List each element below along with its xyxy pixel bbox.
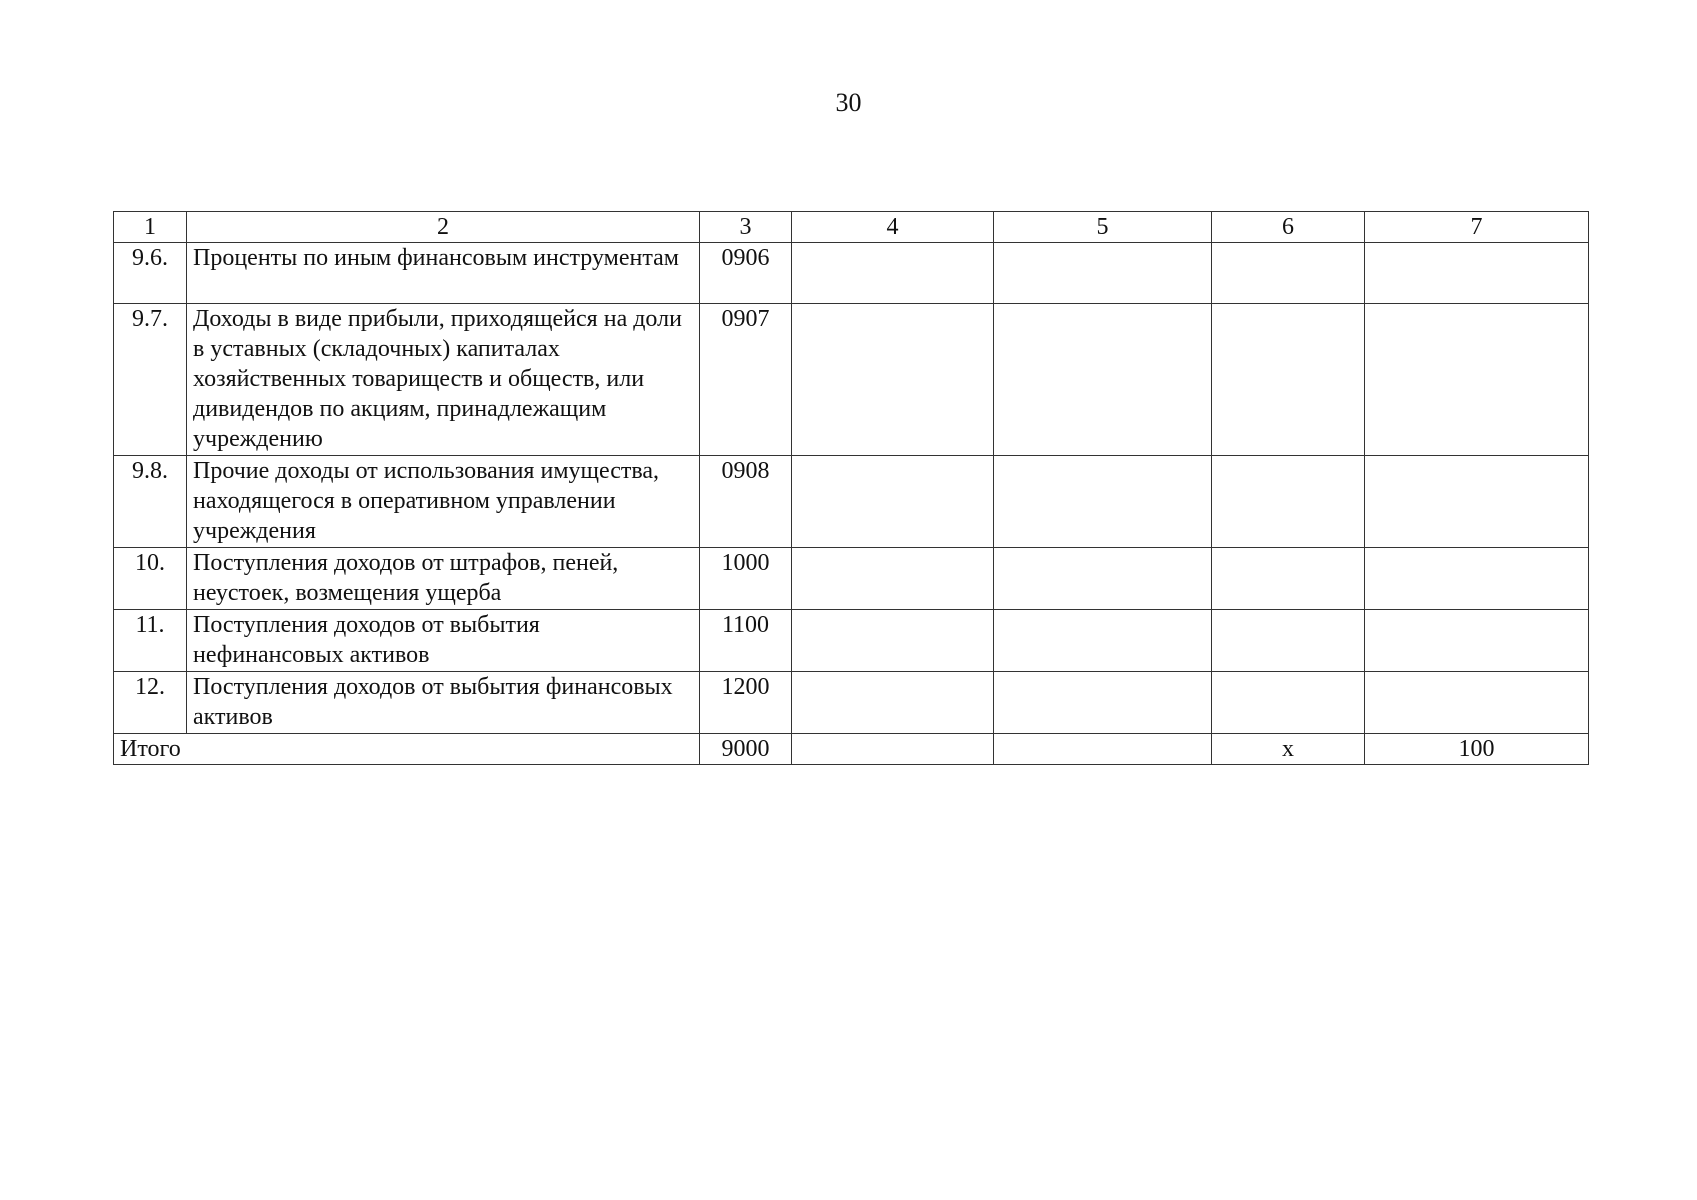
column-number: 6 xyxy=(1212,212,1365,243)
table-row xyxy=(114,610,1589,672)
row-value-5 xyxy=(994,304,1212,456)
row-value-4 xyxy=(792,548,994,610)
total-value-7: 100 xyxy=(1365,734,1589,765)
row-value-5 xyxy=(994,243,1212,304)
column-number: 3 xyxy=(700,212,792,243)
row-name: Поступления доходов от штрафов, пеней, неустоек, возмещения ущерба xyxy=(187,548,700,610)
total-value-4 xyxy=(792,734,994,765)
total-row xyxy=(114,734,1589,765)
column-number-row xyxy=(114,212,1589,243)
row-value-4 xyxy=(792,672,994,734)
total-label: Итого xyxy=(114,734,700,765)
row-value-6 xyxy=(1212,548,1365,610)
column-number: 5 xyxy=(994,212,1212,243)
table-row xyxy=(114,456,1589,548)
column-number: 2 xyxy=(187,212,700,243)
row-value-4 xyxy=(792,456,994,548)
row-value-6 xyxy=(1212,672,1365,734)
row-number: 9.8. xyxy=(114,456,187,548)
row-value-7 xyxy=(1365,304,1589,456)
row-name: Прочие доходы от использования имущества, находящегося в оперативном управлении учреждения xyxy=(187,456,700,548)
row-name: Доходы в виде прибыли, приходящейся на доли в уставных (складочных) капиталах хозяйственных товариществ и обществ, или дивидендов по акциям, принадлежащим учреждению xyxy=(187,304,700,456)
total-code: 9000 xyxy=(700,734,792,765)
total-value-5 xyxy=(994,734,1212,765)
page-number: 30 xyxy=(835,88,862,117)
row-number: 9.7. xyxy=(114,304,187,456)
row-code: 1000 xyxy=(700,548,792,610)
row-value-7 xyxy=(1365,610,1589,672)
row-value-7 xyxy=(1365,456,1589,548)
table-row xyxy=(114,672,1589,734)
table-row xyxy=(114,243,1589,304)
row-code: 0907 xyxy=(700,304,792,456)
column-number: 7 xyxy=(1365,212,1589,243)
row-code: 1200 xyxy=(700,672,792,734)
row-code: 0906 xyxy=(700,243,792,304)
row-value-4 xyxy=(792,304,994,456)
row-value-5 xyxy=(994,456,1212,548)
row-name: Проценты по иным финансовым инструментам xyxy=(187,243,700,304)
table-row xyxy=(114,548,1589,610)
row-number: 11. xyxy=(114,610,187,672)
total-value-6: x xyxy=(1212,734,1365,765)
row-name: Поступления доходов от выбытия финансовых активов xyxy=(187,672,700,734)
income-table xyxy=(113,211,1589,765)
column-number: 1 xyxy=(114,212,187,243)
row-value-4 xyxy=(792,243,994,304)
row-value-5 xyxy=(994,548,1212,610)
table-row xyxy=(114,304,1589,456)
row-value-5 xyxy=(994,610,1212,672)
row-name: Поступления доходов от выбытия нефинансовых активов xyxy=(187,610,700,672)
row-value-6 xyxy=(1212,610,1365,672)
row-value-6 xyxy=(1212,456,1365,548)
row-value-7 xyxy=(1365,548,1589,610)
row-value-4 xyxy=(792,610,994,672)
row-value-6 xyxy=(1212,304,1365,456)
row-code: 1100 xyxy=(700,610,792,672)
row-number: 12. xyxy=(114,672,187,734)
row-value-7 xyxy=(1365,672,1589,734)
row-number: 10. xyxy=(114,548,187,610)
column-number: 4 xyxy=(792,212,994,243)
row-value-7 xyxy=(1365,243,1589,304)
row-number: 9.6. xyxy=(114,243,187,304)
row-value-6 xyxy=(1212,243,1365,304)
row-value-5 xyxy=(994,672,1212,734)
row-code: 0908 xyxy=(700,456,792,548)
